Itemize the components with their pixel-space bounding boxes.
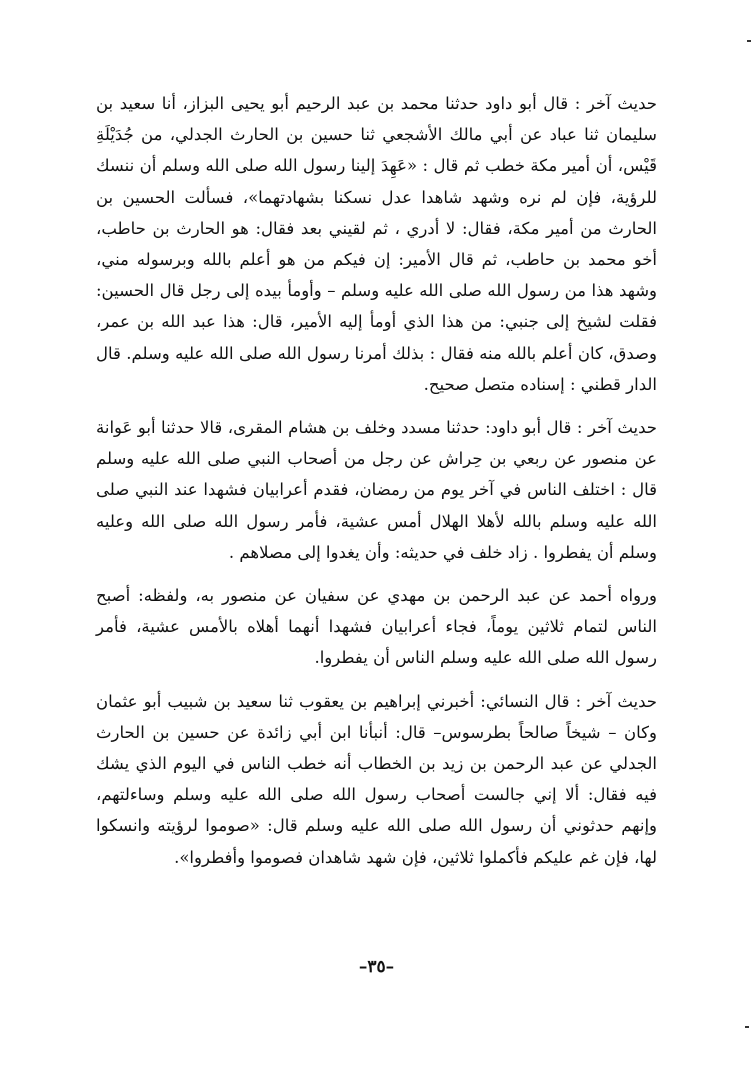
- page-number: –٣٥–: [358, 957, 395, 977]
- paragraph-ahmad-narration: ورواه أحمد عن عبد الرحمن بن مهدي عن سفيان عن منصور به، ولفظه: أصبح الناس لتمام ثلاثين يوماً، فجاء أعرابيان فشهدا أنهما أهلاه بالأمس عشية، فأمر رسول الله صلى الله عليه وسلم الناس أن يفطروا.: [96, 586, 657, 668]
- paragraph-hadith-abu-dawud-mecca: حديث آخر : قال أبو داود حدثنا محمد بن عبد الرحيم أبو يحيى البزاز، أنا سعيد بن سليمان ثنا عباد عن أبي مالك الأشجعي ثنا حسين بن الحارث الجدلي، من جُدَيْلَةِ قَيْس، أن أمير مكة خطب ثم قال : «عَهِدَ إلينا رسول الله صلى الله وسلم أن ننسك للرؤية، فإن لم نره وشهد شاهدا عدل نسكنا بشهادتهما»، فسألت الحسين بن الحارث من أمير مكة، فقال: لا أدري ، ثم لقيني بعد فقال: هو الحارث بن حاطب، أخو محمد بن حاطب، ثم قال الأمير: إن فيكم من هو أعلم بالله وبرسوله مني، وشهد هذا من رسول الله صلى الله عليه وسلم – وأومأ بيده إلى رجل قال الحسين: فقلت لشيخ إلى جنبي: من هذا الذي أومأ إليه الأمير، قال: هذا عبد الله بن عمر، وصدق، كان أعلم بالله منه فقال : بذلك أمرنا رسول الله صلى الله عليه وسلم. قال الدار قطني : إسناده متصل صحيح.: [96, 94, 657, 394]
- scan-edge-mark: [745, 1026, 749, 1028]
- body-text: [96, 88, 657, 885]
- paragraph-hadith-abu-dawud-bedouins: حديث آخر : قال أبو داود: حدثنا مسدد وخلف بن هشام المقرى، قالا حدثنا أبو عَوانة عن منصور عن ربعي بن حِراش عن رجل من أصحاب النبي صلى الله عليه وسلم قال : اختلف الناس في آخر يوم من رمضان، فقدم أعرابيان فشهدا عند النبي صلى الله عليه وسلم بالله لأهلا الهلال أمس عشية، فأمر رسول الله صلى الله وعليه وسلم أن يفطروا . زاد خلف في حديثه: وأن يغدوا إلى مصلاهم .: [96, 418, 657, 562]
- paragraph-hadith-nasai: حديث آخر : قال النسائي: أخبرني إبراهيم بن يعقوب ثنا سعيد بن شبيب أبو عثمان وكان – شيخاً صالحاً بطرسوس– قال: أنبأنا ابن أبي زائدة عن حسين بن الحارث الجدلي عن عبد الرحمن بن زيد بن الخطاب أنه خطب الناس في اليوم الذي يشك فيه فقال: ألا إني جالست أصحاب رسول الله صلى الله عليه وسلم وساءلتهم، وإنهم حدثوني أن رسول الله صلى الله عليه وسلم قال: «صوموا لرؤيته وانسكوا لها، فإن غم عليكم فأكملوا ثلاثين، فإن شهد شاهدان فصوموا وأفطروا».: [96, 691, 657, 867]
- scan-edge-mark: [747, 40, 751, 42]
